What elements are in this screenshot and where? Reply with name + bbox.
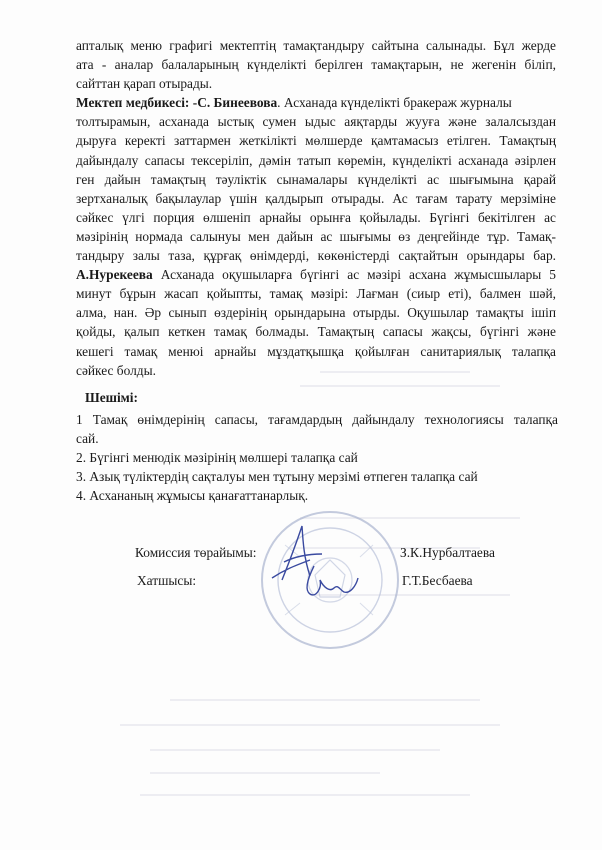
nurse-line-rest: . Асханада күнделікті бракераж журналы <box>277 95 512 111</box>
decision-title: Шешімі: <box>85 390 138 405</box>
decision-item: 3. Азық түліктердің сақталуы мен тұтыну мерзімі өтпеген талапқа сай <box>76 469 478 485</box>
body-line: ата - аналар балаларының күнделікті берілген тамақтарын, не жегенін біліп, <box>76 57 556 73</box>
body-line: кешегі тамақ менюі арнайы мұздатқышқа қойылған санитариялық талапқа <box>76 343 556 359</box>
decision-item: 1 Тамақ өнімдерінің сапасы, тағамдардың дайындалу технологиясы талапқа <box>76 412 558 427</box>
body-line: дыруға керекті заттармен жеткілікті мөлшерде қамтамасыз етілген. Тамақтың <box>76 133 556 149</box>
body-line: ген дайын тамақтың тәуліктік сынамалары күнделікті ас шығымына қарай <box>76 171 556 187</box>
body-line: қойды, қалып кеткен тамақ болмады. Тамақтың сапасы жақсы, бүгінгі және <box>76 324 556 340</box>
secretary-label: Хатшысы: <box>137 573 197 588</box>
body-line: алма, нан. Әр сынып өздерінің орындарына отырды. Оқушылар тамақты ішіп <box>76 305 556 321</box>
body-line: зертханалық бақылаулар үшін қалдырып отырады. Ас тағам тарату мерзіміне <box>76 190 556 206</box>
decision-item: 2. Бүгінгі менюдік мәзірінің мөлшері талапқа сай <box>76 450 358 466</box>
body-line: тандыру залы таза, құрғақ өнімдерді, көкөністерді сақтайтын орындары бар. <box>76 248 556 264</box>
body-line: апталық меню графигі мектептің тамақтандыру сайтына салынады. Бұл жерде <box>76 38 556 53</box>
body-text <box>76 36 556 380</box>
body-line: минут бұрын жасап қойыпты, тамақ мәзірі: Лағман (сиыр еті), балмен шәй, <box>76 286 556 302</box>
speaker2-line-rest: Асханада оқушыларға бүгінгі ас мәзірі асхана жұмысшылары 5 <box>152 267 556 283</box>
nurse-label: Мектеп медбикесі: -С. Бинеевова <box>76 95 278 111</box>
body-line: сәйкес үлгі порция өлшеніп арнайы орынға қойылады. Бүгінгі бекітілген ас <box>76 209 556 225</box>
speaker2-line <box>76 265 556 284</box>
body-line: дайындалу сапасы тексеріліп, дәмін татып көремін, күнделікті асханада әзірлен <box>76 152 556 168</box>
chair-label: Комиссия төрайымы: <box>135 545 257 560</box>
secretary-signature <box>296 558 366 608</box>
body-line: сәйкес болды. <box>76 362 156 378</box>
decision-list <box>76 410 558 505</box>
speaker2-label: А.Нурекеева <box>76 267 153 283</box>
decision-item: сай. <box>76 431 99 447</box>
secretary-name: Г.Т.Бесбаева <box>402 573 473 588</box>
body-line: мәзірінің нормада салынуы мен дайын ас шығымы өз деңгейінде тұр. Тамақ- <box>76 228 556 244</box>
chair-name: З.К.Нурбалтаева <box>400 545 495 560</box>
decision-item: 4. Асхананың жұмысы қанағаттанарлық. <box>76 488 309 504</box>
nurse-line <box>76 93 556 112</box>
body-line: толтырамын, асханада ыстық сумен ыдыс аяқтарды жууға және залалсыздан <box>76 114 556 130</box>
body-line: сайттан қарап отырады. <box>76 76 213 92</box>
